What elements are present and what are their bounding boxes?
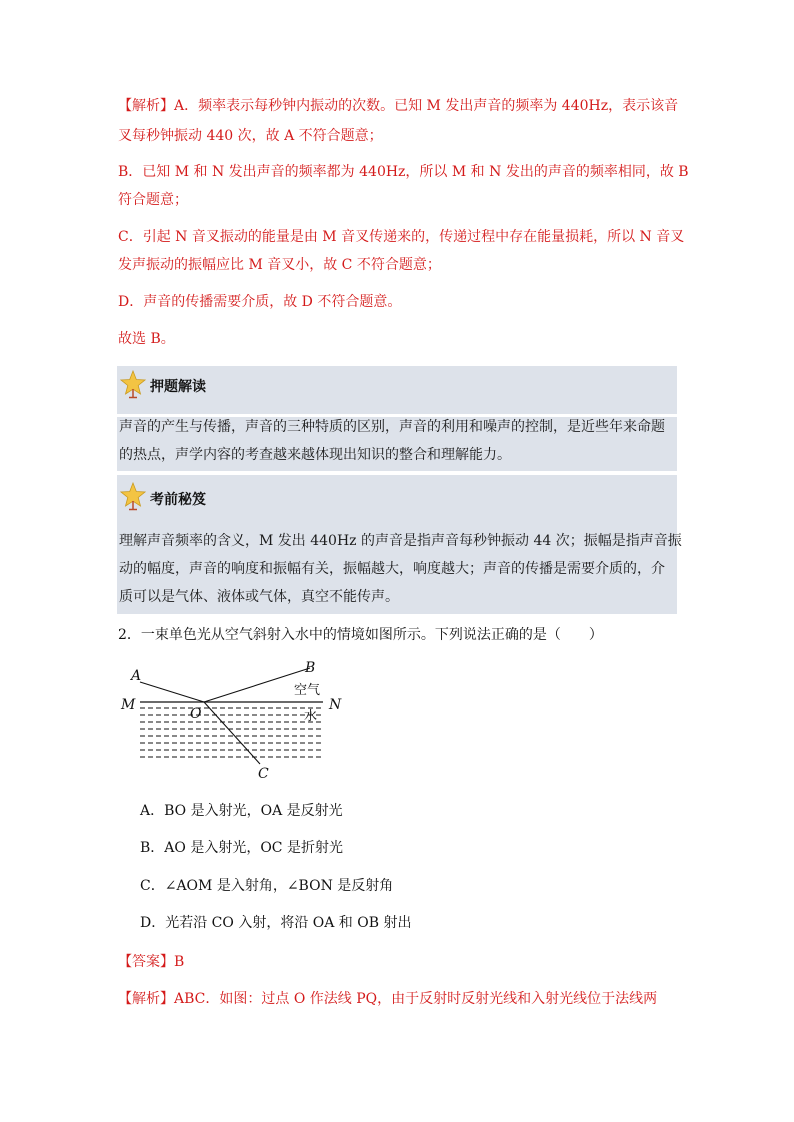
box2-line-3: 质可以是气体、液体或气体，真空不能传声。	[119, 589, 399, 605]
analysis-line-8: 故选 B。	[118, 331, 175, 347]
question-stem: 2．一束单色光从空气斜射入水中的情境如图所示。下列说法正确的是（ ）	[118, 627, 603, 643]
option-c: C．∠AOM 是入射角，∠BON 是反射角	[140, 878, 394, 894]
option-b: B．AO 是入射光，OC 是折射光	[140, 840, 343, 856]
label-a: A	[131, 668, 142, 684]
analysis-line-7: D．声音的传播需要介质，故 D 不符合题意。	[118, 294, 402, 310]
analysis-line-5: C．引起 N 音叉振动的能量是由 M 音叉传递来的，传递过程中存在能量损耗，所以 N 音叉	[118, 229, 685, 245]
answer-text: 【答案】B	[118, 954, 185, 970]
refraction-diagram	[118, 660, 348, 780]
box1-title: 押题解读	[150, 379, 206, 395]
label-m: M	[121, 697, 136, 713]
option-a: A．BO 是入射光，OA 是反射光	[140, 803, 343, 819]
label-b: B	[305, 660, 316, 676]
label-water: 水	[304, 709, 318, 724]
label-n: N	[329, 697, 342, 713]
analysis-line-6: 发声振动的振幅应比 M 音叉小，故 C 不符合题意；	[118, 257, 441, 273]
box2-line-1: 理解声音频率的含义，M 发出 440Hz 的声音是指声音每秒钟振动 44 次；振幅是指声音振	[119, 533, 682, 549]
box1-line-1: 声音的产生与传播，声音的三种特质的区别，声音的利用和噪声的控制，是近些年来命题	[119, 419, 665, 435]
option-d: D．光若沿 CO 入射，将沿 OA 和 OB 射出	[140, 915, 412, 931]
star-icon	[120, 482, 146, 512]
analysis-line-2: 叉每秒钟振动 440 次，故 A 不符合题意；	[118, 128, 383, 144]
analysis-line-3: B．已知 M 和 N 发出声音的频率都为 440Hz，所以 M 和 N 发出的声音的频率相同，故 B	[118, 164, 689, 180]
analysis-line-1: 【解析】A．频率表示每秒钟内振动的次数。已知 M 发出声音的频率为 440Hz，表示该音	[118, 98, 679, 114]
ray-oc	[204, 702, 260, 764]
box2-line-2: 动的幅度，声音的响度和振幅有关，振幅越大，响度越大；声音的传播是需要介质的，介	[119, 561, 665, 577]
star-icon	[120, 370, 146, 400]
box2-title: 考前秘笈	[150, 492, 206, 508]
analysis-line-4: 符合题意；	[118, 192, 188, 208]
analysis2-line-1: 【解析】ABC．如图：过点 O 作法线 PQ，由于反射时反射光线和入射光线位于法线两	[118, 991, 658, 1007]
label-o: O	[190, 706, 202, 722]
label-c: C	[258, 766, 269, 780]
ray-ao	[140, 682, 204, 702]
label-air: 空气	[294, 683, 321, 698]
box1-line-2: 的热点，声学内容的考查越来越体现出知识的整合和理解能力。	[119, 447, 511, 463]
